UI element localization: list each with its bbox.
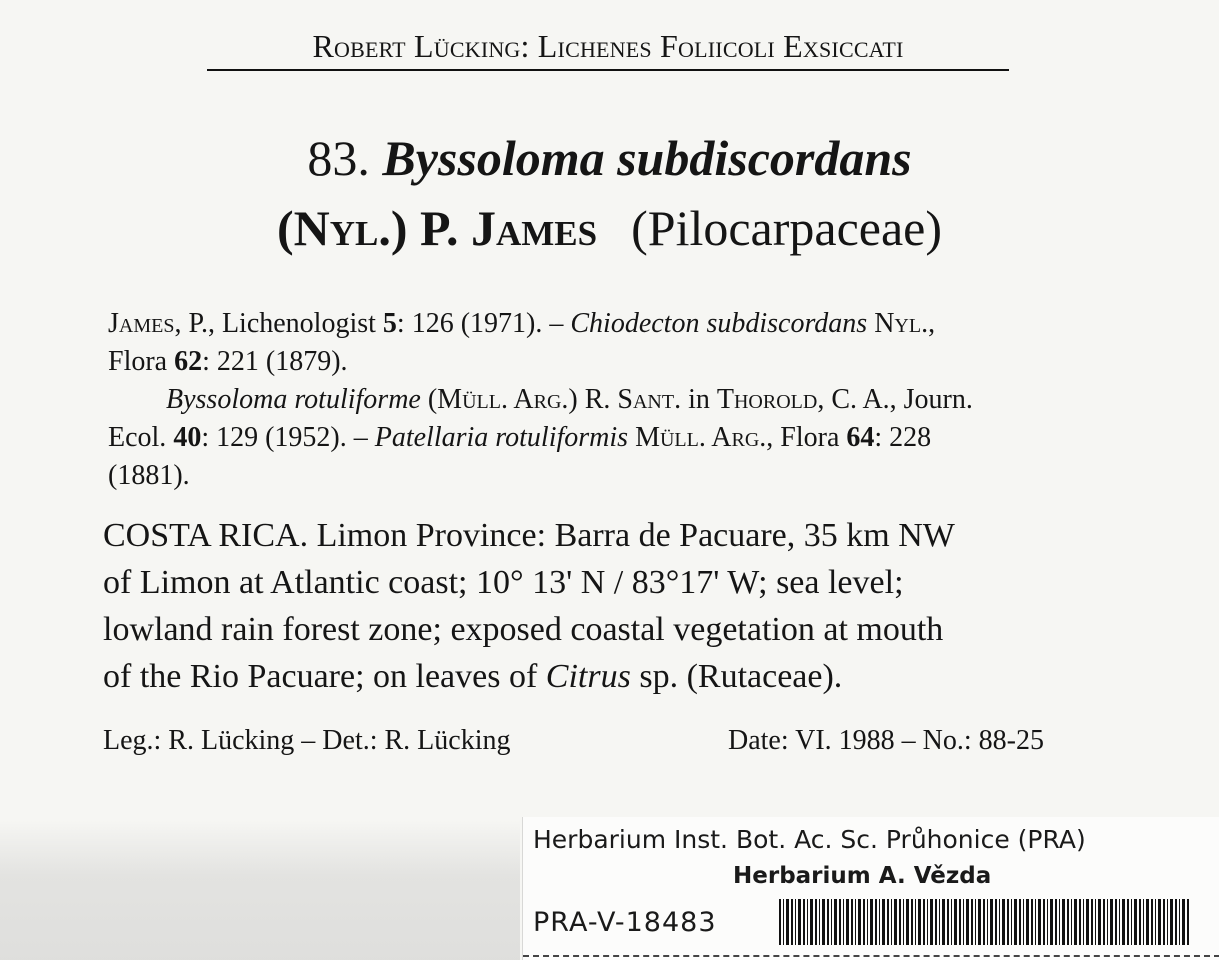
- locality-text: sp. (Rutaceae).: [630, 658, 843, 695]
- species-title-line1: [0, 128, 1219, 188]
- ref-taxon: Patellaria rotuliformis: [374, 422, 629, 453]
- background-shadow: [0, 820, 520, 960]
- herbarium-collection-name: Herbarium A. Vězda: [733, 863, 992, 889]
- reference-1: [108, 305, 1108, 381]
- series-header: Robert Lücking: Lichenes Foliicoli Exsiccati: [207, 25, 1009, 71]
- ref-author: Müll. Arg.: [437, 384, 569, 415]
- ref-text: in: [681, 384, 717, 415]
- specimen-id: PRA-V-18483: [533, 907, 717, 938]
- ref-text: , C. A., Journ.: [817, 384, 973, 415]
- ref-volume: 64: [846, 422, 875, 453]
- barcode-image: [779, 899, 1191, 945]
- species-name: Byssoloma subdiscordans: [382, 130, 912, 186]
- ref-text: : 129 (1952). –: [201, 422, 375, 453]
- locality-line: [103, 653, 1103, 700]
- collector-determiner: Leg.: R. Lücking – Det.: R. Lücking: [103, 725, 511, 756]
- species-title-line2: [0, 198, 1219, 258]
- ref-author: Nyl.: [874, 308, 929, 339]
- reference-2-cont: [108, 419, 1108, 495]
- ref-text: ,: [928, 308, 936, 339]
- exsiccata-number: 83.: [307, 130, 370, 186]
- ref-taxon: Chiodecton subdiscordans: [570, 308, 868, 339]
- herbarium-sticker: [522, 817, 1219, 960]
- references-block: [108, 305, 1108, 495]
- ref-text: (: [420, 384, 438, 415]
- ref-volume: 40: [173, 422, 202, 453]
- ref-text: , Flora: [766, 422, 847, 453]
- ref-author: James: [108, 308, 175, 339]
- ref-taxon: Byssoloma rotuliforme: [166, 384, 421, 415]
- species-family: (Pilocarpaceae): [631, 200, 942, 256]
- locality-line: COSTA RICA. Limon Province: Barra de Pacuare, 35 km NW: [103, 517, 955, 554]
- species-author: (Nyl.) P. James: [277, 200, 598, 256]
- reference-2: [108, 381, 1108, 419]
- ref-text: : 126 (1971). –: [396, 308, 571, 339]
- locality-line: lowland rain forest zone; exposed coastal vegetation at mouth: [103, 611, 944, 648]
- ref-text: Ecol.: [108, 422, 174, 453]
- ref-author: Sant.: [617, 384, 682, 415]
- ref-text: Flora: [108, 346, 175, 377]
- ref-text: : 228: [874, 422, 932, 453]
- locality-text: of the Rio Pacuare; on leaves of: [103, 658, 546, 695]
- ref-text: (1881).: [108, 460, 190, 491]
- ref-volume: 62: [174, 346, 203, 377]
- ref-text: , P., Lichenologist: [174, 308, 383, 339]
- ref-text: ) R.: [568, 384, 618, 415]
- locality-block: [103, 512, 1103, 700]
- ref-text: : 221 (1879).: [202, 346, 348, 377]
- locality-line: of Limon at Atlantic coast; 10° 13' N / 83°17' W; sea level;: [103, 564, 904, 601]
- host-genus: Citrus: [545, 658, 631, 695]
- cut-line: [523, 955, 1219, 957]
- collection-date-number: Date: VI. 1988 – No.: 88-25: [728, 725, 1044, 756]
- ref-author: Thorold: [716, 384, 818, 415]
- ref-volume: 5: [382, 308, 397, 339]
- collection-info: [103, 722, 1103, 760]
- ref-author: Müll. Arg.: [635, 422, 767, 453]
- herbarium-institution: Herbarium Inst. Bot. Ac. Sc. Průhonice (PRA): [533, 825, 1086, 854]
